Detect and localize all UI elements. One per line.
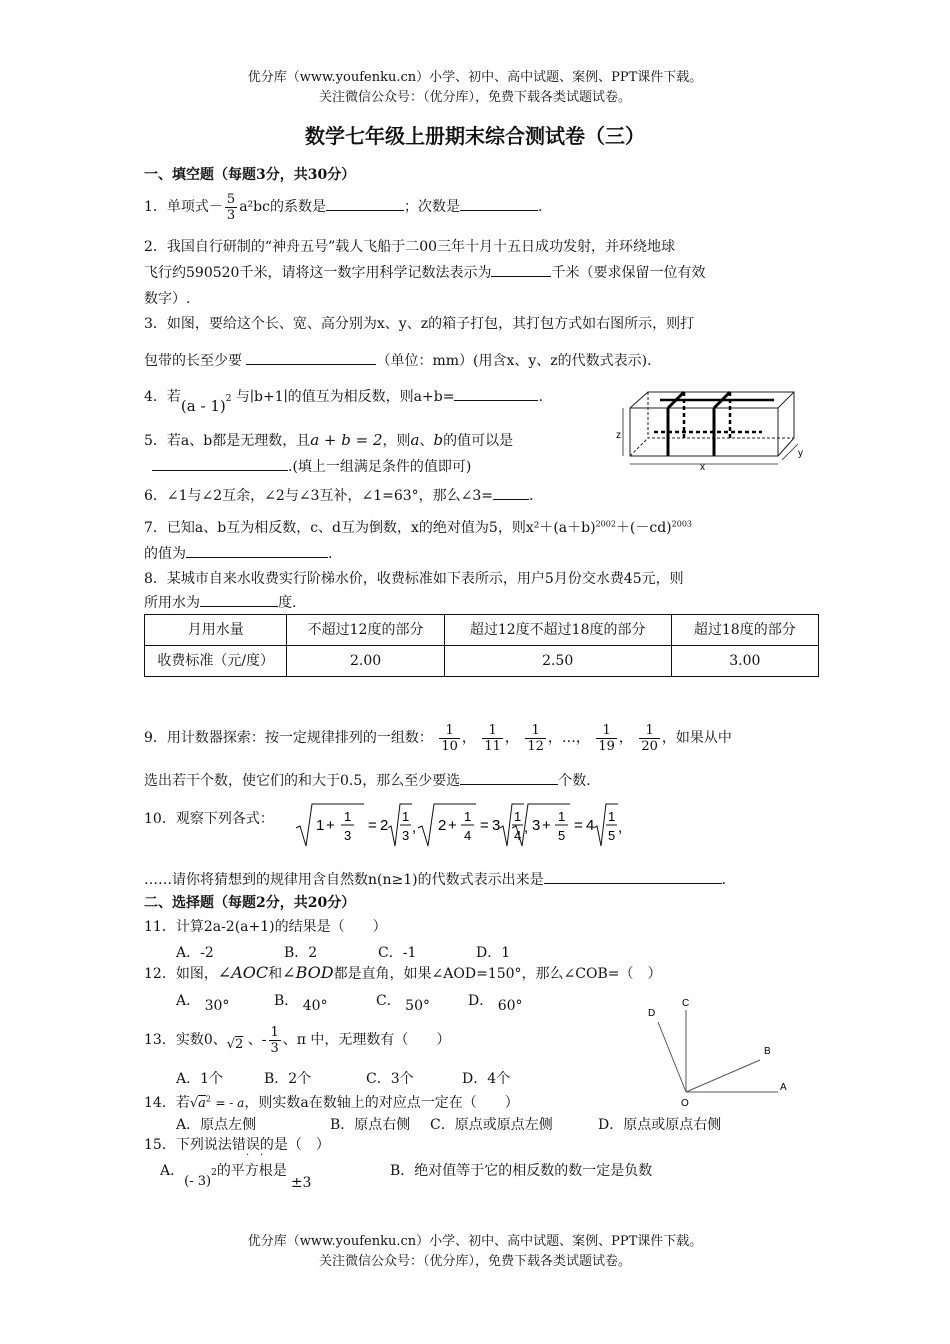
angle-figure — [640, 994, 800, 1110]
q10-plus-1: + — [326, 817, 335, 834]
question-10-line-2: ……请你将猜想到的规律用含自然数n(n≥1)的代数式表示出来是 . — [144, 872, 727, 888]
q10-plus-2: + — [448, 817, 457, 834]
q15-option-a[interactable]: A．(- 3)$^2$的平方根是±3 — [160, 1163, 312, 1191]
label-a: A — [780, 1082, 787, 1093]
q13-option-a[interactable]: A．1个 — [176, 1071, 224, 1087]
label-c: C — [682, 998, 690, 1009]
q10-comma-1: , — [412, 819, 417, 836]
q11-option-a[interactable]: A．-2 — [176, 945, 214, 961]
q10-den-3: 5 — [558, 828, 566, 843]
box-label-z: z — [616, 430, 621, 441]
q10-rden-1: 3 — [402, 828, 410, 843]
q15-option-b[interactable]: B．绝对值等于它的相反数的数一定是负数 — [390, 1163, 653, 1179]
q10-rnum-1: 1 — [402, 809, 410, 824]
q10-rnum-2: 1 — [514, 809, 522, 824]
question-14: 14．若$√a^2$ = - a，则实数a在数轴上的对应点一定在（ ） — [144, 1094, 519, 1111]
q10-whole-3: 3 — [532, 817, 541, 834]
table-header-row — [145, 615, 819, 646]
q10-den-1: 3 — [344, 828, 352, 843]
question-9: 9．用计数器探索：按一定规律排列的一组数： $\frac{1}{10}$ ， $\frac{1}{11}$ ， $\frac{1}{12}$ ，…， $\frac{1}{19}$ ， $\frac{1}{20}$ ，如果从中 — [144, 722, 732, 754]
table-header-cell: 月用水量 — [145, 615, 287, 646]
table-cell: 2.50 — [444, 646, 671, 677]
q14-option-d[interactable]: D．原点或原点右侧 — [598, 1117, 722, 1133]
question-15: 15．下列说法错误的是（ ） — [144, 1137, 330, 1153]
q10-num-1: 1 — [344, 809, 352, 824]
question-3-line-2: 包带的长至少要 （单位：mm）(用含x、y、z的代数式表示)． — [144, 353, 662, 369]
q14-option-b[interactable]: B．原点右侧 — [330, 1117, 411, 1133]
q11-option-d[interactable]: D．1 — [476, 945, 511, 961]
q11-option-c[interactable]: C．-1 — [378, 945, 417, 961]
q10-whole-1: 1 — [316, 817, 325, 834]
question-7-line-2: 的值为 . — [144, 546, 333, 562]
q13-option-c[interactable]: C．3个 — [366, 1071, 414, 1087]
water-fee-table — [144, 614, 819, 677]
table-cell: 2.00 — [287, 646, 444, 677]
question-8-line-2: 所用水为 度. — [144, 595, 297, 611]
question-5-line-2: .(填上一组满足条件的值即可) — [152, 456, 471, 476]
question-4: 4．若(a - 1)$^2$ 与∣b+1∣的值互为相反数，则a+b= . — [144, 389, 543, 415]
footer-line-1: 优分库（www.youfenku.cn）小学、初中、高中试题、案例、PPT课件下载。 — [247, 1234, 703, 1249]
label-b: B — [764, 1046, 771, 1057]
q10-num-2: 1 — [464, 809, 472, 824]
q10-rden-2: 4 — [514, 828, 522, 843]
q13-option-b[interactable]: B．2个 — [264, 1071, 312, 1087]
page-title: 数学七年级上册期末综合测试卷（三） — [305, 124, 645, 148]
header-line-2: 关注微信公众号：（优分库），免费下载各类试题试卷。 — [318, 90, 631, 105]
question-2-line-1: 2．我国自行研制的“神舟五号”载人飞船于二00三年十月十五日成功发射，并环绕地球 — [144, 239, 676, 255]
table-cell: 3.00 — [671, 646, 818, 677]
table-cell: 收费标准（元/度） — [145, 646, 287, 677]
question-2-line-3: 数字）. — [144, 291, 191, 307]
q10-eq-3: = — [574, 817, 583, 834]
q14-option-c[interactable]: C．原点或原点左侧 — [430, 1117, 553, 1133]
q10-num-3: 1 — [558, 809, 566, 824]
question-11: 11．计算2a-2(a+1)的结果是（ ） — [144, 919, 387, 935]
question-8-line-1: 8．某城市自来水收费实行阶梯水价，收费标准如下表所示，用户5月份交水费45元，则 — [144, 571, 684, 587]
q12-option-b[interactable]: B． 40° — [274, 993, 328, 1014]
q13-option-d[interactable]: D．4个 — [462, 1071, 511, 1087]
question-10-intro: 10．观察下列各式： — [144, 811, 274, 827]
q10-comma-2: , — [524, 819, 529, 836]
question-1: 1．单项式－ $\frac{5}{3}$ a²bc的系数是 ；次数是 . — [144, 191, 543, 223]
q10-coef-3: 4 — [586, 817, 595, 834]
question-13: 13．实数0、√2 、- $\frac{1}{3}$ 、π 中，无理数有（ ） — [144, 1024, 451, 1056]
label-d: D — [648, 1008, 656, 1019]
box-label-x: x — [700, 462, 705, 470]
question-12: 12．如图，∠AOC和∠BOD都是直角，如果∠AOD=150°，那么∠COB=（ ） — [144, 963, 662, 982]
q10-eq-2: = — [480, 817, 489, 834]
question-10-formulas — [294, 800, 624, 852]
section-fill-in: 一、填空题（每题3分，共30分） — [144, 167, 356, 183]
box-label-y: y — [798, 448, 803, 459]
table-header-cell: 超过12度不超过18度的部分 — [444, 615, 671, 646]
q10-plus-3: + — [542, 817, 551, 834]
q10-rden-3: 5 — [608, 828, 616, 843]
q10-rnum-3: 1 — [608, 809, 616, 824]
q10-whole-2: 2 — [438, 817, 447, 834]
q10-coef-1: 2 — [380, 817, 389, 834]
question-5: 5．若a、b都是无理数，且a + b = 2，则a、b的值可以是 — [144, 431, 514, 449]
q12-option-a[interactable]: A． 30° — [176, 993, 230, 1014]
footer-line-2: 关注微信公众号：（优分库），免费下载各类试题试卷。 — [318, 1254, 631, 1269]
q10-coef-2: 3 — [492, 817, 501, 834]
question-6: 6．∠1与∠2互余，∠2与∠3互补，∠1=63°，那么∠3= . — [144, 488, 534, 504]
table-header-cell: 超过18度的部分 — [671, 615, 818, 646]
question-9-line-2: 选出若干个数，使它们的和大于0.5，那么至少要选 个数. — [144, 773, 591, 789]
question-2-line-2: 飞行约590520千米，请将这一数字用科学记数法表示为 千米（要求保留一位有效 — [144, 265, 706, 281]
q12-option-d[interactable]: D． 60° — [468, 993, 523, 1014]
table-row — [145, 646, 819, 677]
q10-comma-3: , — [618, 819, 623, 836]
label-o: O — [681, 1098, 689, 1109]
question-7: 7．已知a、b互为相反数，c、d互为倒数，x的绝对值为5，则$x^2+(a+b)^{2002}+(-cd)^{2003}$ — [144, 519, 693, 536]
q10-den-2: 4 — [464, 828, 472, 843]
q10-eq-1: = — [368, 817, 377, 834]
q11-option-b[interactable]: B．2 — [284, 945, 318, 961]
q14-option-a[interactable]: A．原点左侧 — [176, 1117, 257, 1133]
box-packaging-figure — [614, 380, 810, 470]
table-header-cell: 不超过12度的部分 — [287, 615, 444, 646]
question-3-line-1: 3．如图，要给这个长、宽、高分别为x、y、z的箱子打包，其打包方式如右图所示，则打 — [144, 316, 695, 332]
q12-option-c[interactable]: C． 50° — [376, 993, 430, 1014]
section-choice: 二、选择题（每题2分，共20分） — [144, 895, 356, 911]
header-line-1: 优分库（www.youfenku.cn）小学、初中、高中试题、案例、PPT课件下载。 — [247, 70, 703, 85]
